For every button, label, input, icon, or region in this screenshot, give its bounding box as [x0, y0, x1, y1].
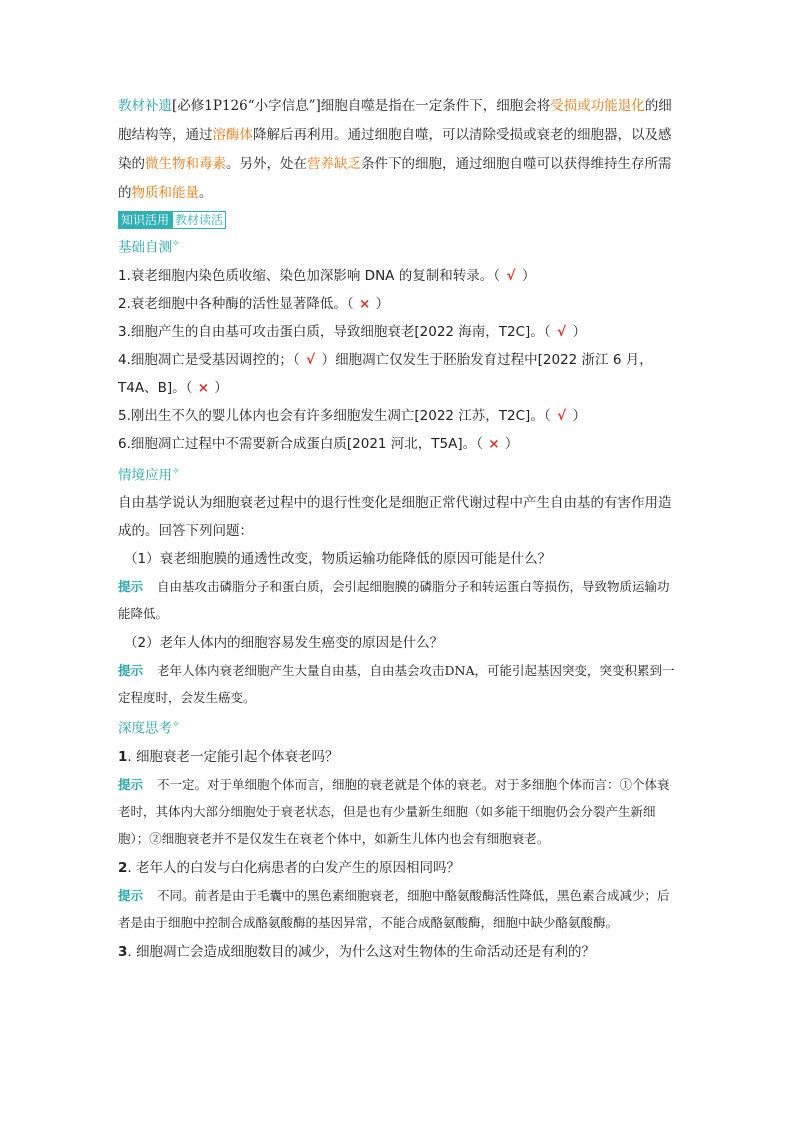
cross-mark: × — [488, 435, 500, 452]
highlight-5: 物质和能量 — [131, 185, 199, 201]
check-mark: √ — [557, 323, 567, 340]
tip-label: 提示 — [118, 579, 144, 594]
deep-question-1: 1. 细胞衰老一定能引起个体衰老吗？ — [118, 748, 339, 765]
tag-knowledge: 知识活用 — [118, 211, 172, 229]
tip-label: 提示 — [118, 776, 144, 792]
application-answer-1: 提示 自由基攻击磷脂分子和蛋白质，会引起细胞膜的磷脂分子和转运蛋白等损伤，导致物质运输功能降低。 — [118, 579, 670, 621]
highlight-3: 微生物和毒素 — [145, 156, 226, 172]
basic-item-4: 4.细胞凋亡是受基因调控的；（ √ ）细胞凋亡仅发生于胚胎发育过程中[2022 浙江 6 月，T4A、B]。（ × ） — [118, 346, 680, 402]
application-question-2: （2）老年人体内的细胞容易发生癌变的原因是什么？ — [124, 635, 444, 651]
intro-text-1: 细胞自噬是指在一定条件下，细胞会将 — [320, 98, 551, 114]
section-tags — [118, 210, 680, 230]
basic-item-6: 6.细胞凋亡过程中不需要新合成蛋白质[2021 河北，T5A]。（ × ） — [118, 430, 680, 458]
intro-text-6: 。 — [199, 185, 213, 201]
section-basic-heading: 基础自测✧ — [118, 239, 180, 256]
heading-decor-icon: ✧ — [172, 466, 180, 477]
tip-label: 提示 — [118, 887, 144, 903]
basic-item-3: 3.细胞产生的自由基可攻击蛋白质，导致细胞衰老[2022 海南，T2C]。（ √ ） — [118, 318, 680, 346]
cross-mark: × — [358, 295, 371, 312]
deep-answer-2: 提示 不同。前者是由于毛囊中的黑色素细胞衰老，细胞中酪氨酸酶活性降低，黑色素合成减少；后者是由于细胞中控制合成酪氨酸酶的基因异常，不能合成酪氨酸酶，细胞中缺少酪氨酸酶。 — [118, 887, 670, 930]
highlight-1: 受损或功能退化 — [550, 98, 645, 114]
intro-text-2: 的细胞结构等，通过 — [118, 98, 672, 143]
basic-item-2: 2.衰老细胞中各种酶的活性显著降低。（ × ） — [118, 290, 680, 318]
deep-question-2: 2. 老年人的白发与白化病患者的白发产生的原因相同吗？ — [118, 859, 460, 876]
highlight-2: 溶酶体 — [212, 127, 253, 143]
basic-item-1: 1.衰老细胞内染色质收缩、染色加深影响 DNA 的复制和转录。（ √ ） — [118, 262, 680, 290]
intro-text-5: 条件下的细胞，通过细胞自噬可以获得维持生存所需的 — [118, 156, 672, 201]
intro-ref: [必修1P126“小字信息”] — [172, 98, 321, 114]
deep-question-3: 3. 细胞凋亡会造成细胞数目的减少，为什么这对生物体的生命活动还是有利的？ — [118, 943, 595, 960]
check-mark: √ — [306, 351, 316, 368]
deep-answer-1: 提示 不一定。对于单细胞个体而言，细胞的衰老就是个体的衰老。对于多细胞个体而言：①个体衰老时，其体内大部分细胞处于衰老状态，但是也有少量新生细胞（如多能干细胞仍会分裂产生新细胞）；②细胞衰老并不是仅发生在衰老个体中，如新生儿体内也会有细胞衰老。 — [118, 776, 670, 846]
check-mark: √ — [506, 267, 516, 284]
check-mark: √ — [557, 407, 567, 424]
document-page — [118, 92, 680, 966]
tag-textbook: 教材读活 — [172, 211, 226, 229]
tip-label: 提示 — [118, 663, 144, 678]
heading-decor-icon: ✧ — [172, 720, 180, 730]
section-deep-heading: 深度思考✧ — [118, 720, 180, 737]
intro-text-3: 降解后再利用。通过细胞自噬，可以清除受损或衰老的细胞器，以及感染的 — [118, 127, 672, 172]
intro-prefix: 教材补遗 — [118, 98, 172, 114]
cross-mark: × — [197, 379, 210, 396]
highlight-4: 营养缺乏 — [307, 156, 361, 172]
application-answer-2: 提示 老年人体内衰老细胞产生大量自由基，自由基会攻击DNA，可能引起基因突变，突变积累到一定程度时，会发生癌变。 — [118, 663, 675, 705]
section-application-heading: 情境应用✧ — [118, 466, 180, 483]
application-intro: 自由基学说认为细胞衰老过程中的退行性变化是细胞正常代谢过程中产生自由基的有害作用造成的。回答下列问题： — [118, 495, 672, 539]
application-question-1: （1）衰老细胞膜的通透性改变，物质运输功能降低的原因可能是什么？ — [124, 551, 552, 567]
basic-item-5: 5.刚出生不久的婴儿体内也会有许多细胞发生凋亡[2022 江苏，T2C]。（ √ ） — [118, 402, 680, 430]
intro-text-4: 。另外，处在 — [226, 156, 307, 172]
heading-decor-icon: ✧ — [172, 239, 180, 249]
intro-paragraph — [118, 92, 680, 208]
